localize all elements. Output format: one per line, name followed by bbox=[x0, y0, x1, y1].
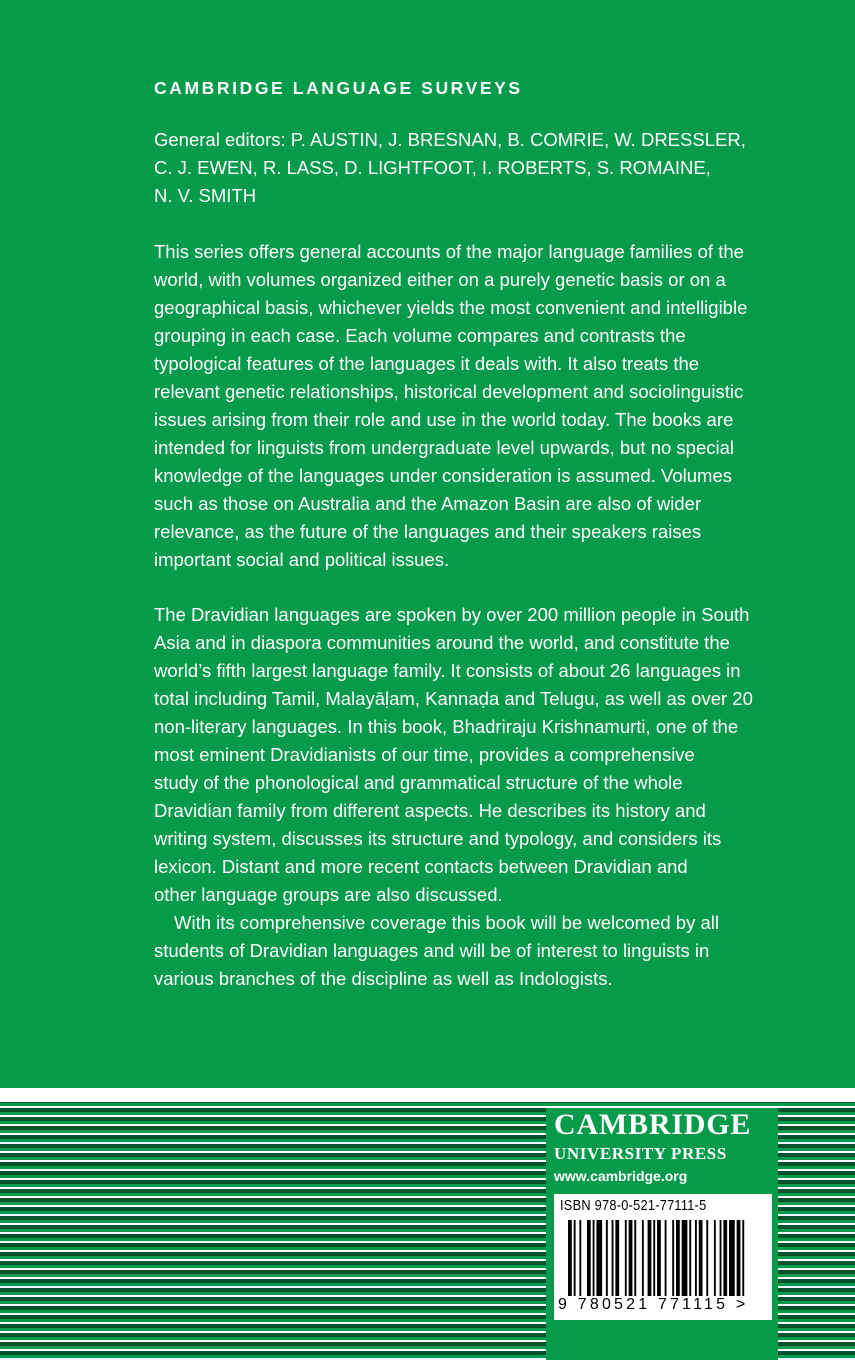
text-line: total including Tamil, Malayāḷam, Kannaḍa and Telugu, as well as over 20 bbox=[154, 688, 753, 709]
barcode-bar bbox=[729, 1220, 735, 1296]
barcode-bar bbox=[737, 1220, 741, 1296]
barcode-bar bbox=[699, 1220, 703, 1296]
text-line: important social and political issues. bbox=[154, 549, 450, 570]
text-line: world’s fifth largest language family. It consists of about 26 languages in bbox=[154, 660, 741, 681]
barcode-box bbox=[554, 1194, 772, 1320]
text-line: With its comprehensive coverage this book will be welcomed by all bbox=[174, 912, 719, 933]
barcode-bar bbox=[587, 1220, 591, 1296]
text-line: non-literary languages. In this book, Bhadriraju Krishnamurti, one of the bbox=[154, 716, 739, 737]
barcode-bar bbox=[596, 1220, 602, 1296]
barcode-bar bbox=[574, 1220, 576, 1296]
text-line: study of the phonological and grammatical structure of the whole bbox=[154, 772, 683, 793]
text-line: various branches of the discipline as well as Indologists. bbox=[154, 968, 613, 989]
text-line: typological features of the languages it deals with. It also treats the bbox=[154, 353, 700, 374]
text-line: lexicon. Distant and more recent contacts between Dravidian and bbox=[154, 856, 688, 877]
barcode-bar bbox=[682, 1220, 688, 1296]
barcode-bars bbox=[568, 1220, 748, 1296]
barcode-bar bbox=[714, 1220, 716, 1296]
text-line: geographical basis, whichever yields the most convenient and intelligible bbox=[154, 297, 748, 318]
barcode-bar bbox=[606, 1220, 608, 1296]
barcode-bar bbox=[689, 1220, 691, 1296]
publisher-block bbox=[546, 1108, 778, 1360]
text-line: grouping in each case. Each volume compares and contrasts the bbox=[154, 325, 686, 346]
text-line: The Dravidian languages are spoken by over 200 million people in South bbox=[154, 604, 750, 625]
barcode-bar bbox=[657, 1220, 661, 1296]
barcode-bar bbox=[615, 1220, 619, 1296]
barcode-digits: 9 780521 771115 > bbox=[558, 1296, 749, 1313]
barcode-bar bbox=[653, 1220, 655, 1296]
text-line: intended for linguists from undergraduate level upwards, but no special bbox=[154, 437, 735, 458]
barcode-bar bbox=[672, 1220, 674, 1296]
book-description bbox=[154, 601, 794, 993]
barcode-bar bbox=[593, 1220, 595, 1296]
barcode-bar bbox=[642, 1220, 644, 1296]
text-line: such as those on Australia and the Amazon Basin are also of wider bbox=[154, 493, 702, 514]
barcode-bar bbox=[612, 1220, 614, 1296]
editors-line: N. V. SMITH bbox=[154, 185, 257, 206]
text-line: relevant genetic relationships, historical development and sociolinguistic bbox=[154, 381, 744, 402]
text-line: world, with volumes organized either on a purely genetic basis or on a bbox=[154, 269, 726, 290]
text-line: most eminent Dravidianists of our time, provides a comprehensive bbox=[154, 744, 695, 765]
text-line: relevance, as the future of the languages and their speakers raises bbox=[154, 521, 702, 542]
editors-line: General editors: P. AUSTIN, J. BRESNAN, B. COMRIE, W. DRESSLER, bbox=[154, 129, 746, 150]
publisher-subtitle: UNIVERSITY PRESS bbox=[554, 1144, 727, 1163]
barcode-bar bbox=[720, 1220, 722, 1296]
white-rule bbox=[0, 1088, 855, 1102]
publisher-logo-name: CAMBRIDGE bbox=[554, 1108, 752, 1141]
barcode-bar bbox=[568, 1220, 572, 1296]
text-line: issues arising from their role and use in the world today. The books are bbox=[154, 409, 734, 430]
barcode-bar bbox=[676, 1220, 680, 1296]
text-line: Dravidian family from different aspects. He describes its history and bbox=[154, 800, 706, 821]
text-line: other language groups are also discussed. bbox=[154, 884, 503, 905]
text-line: writing system, discusses its structure and typology, and considers its bbox=[154, 828, 722, 849]
series-description bbox=[154, 238, 794, 574]
isbn-label: ISBN 978-0-521-77111-5 bbox=[560, 1198, 707, 1214]
text-line: knowledge of the languages under consideration is assumed. Volumes bbox=[154, 465, 732, 486]
barcode-bar bbox=[579, 1220, 581, 1296]
publisher-url: www.cambridge.org bbox=[554, 1168, 688, 1184]
barcode-bar bbox=[695, 1220, 697, 1296]
barcode-bar bbox=[634, 1220, 636, 1296]
general-editors bbox=[154, 126, 794, 210]
text-line: Asia and in diaspora communities around the world, and constitute the bbox=[154, 632, 730, 653]
editors-line: C. J. EWEN, R. LASS, D. LIGHTFOOT, I. ROBERTS, S. ROMAINE, bbox=[154, 157, 711, 178]
barcode-bar bbox=[625, 1220, 627, 1296]
text-line: This series offers general accounts of the major language families of the bbox=[154, 241, 744, 262]
barcode-bar bbox=[742, 1220, 744, 1296]
barcode-bar bbox=[648, 1220, 652, 1296]
barcode-bar bbox=[665, 1220, 667, 1296]
series-title: CAMBRIDGE LANGUAGE SURVEYS bbox=[154, 78, 523, 98]
barcode-bar bbox=[723, 1220, 727, 1296]
barcode-bar bbox=[706, 1220, 708, 1296]
text-line: students of Dravidian languages and will be of interest to linguists in bbox=[154, 940, 710, 961]
barcode-bar bbox=[629, 1220, 633, 1296]
